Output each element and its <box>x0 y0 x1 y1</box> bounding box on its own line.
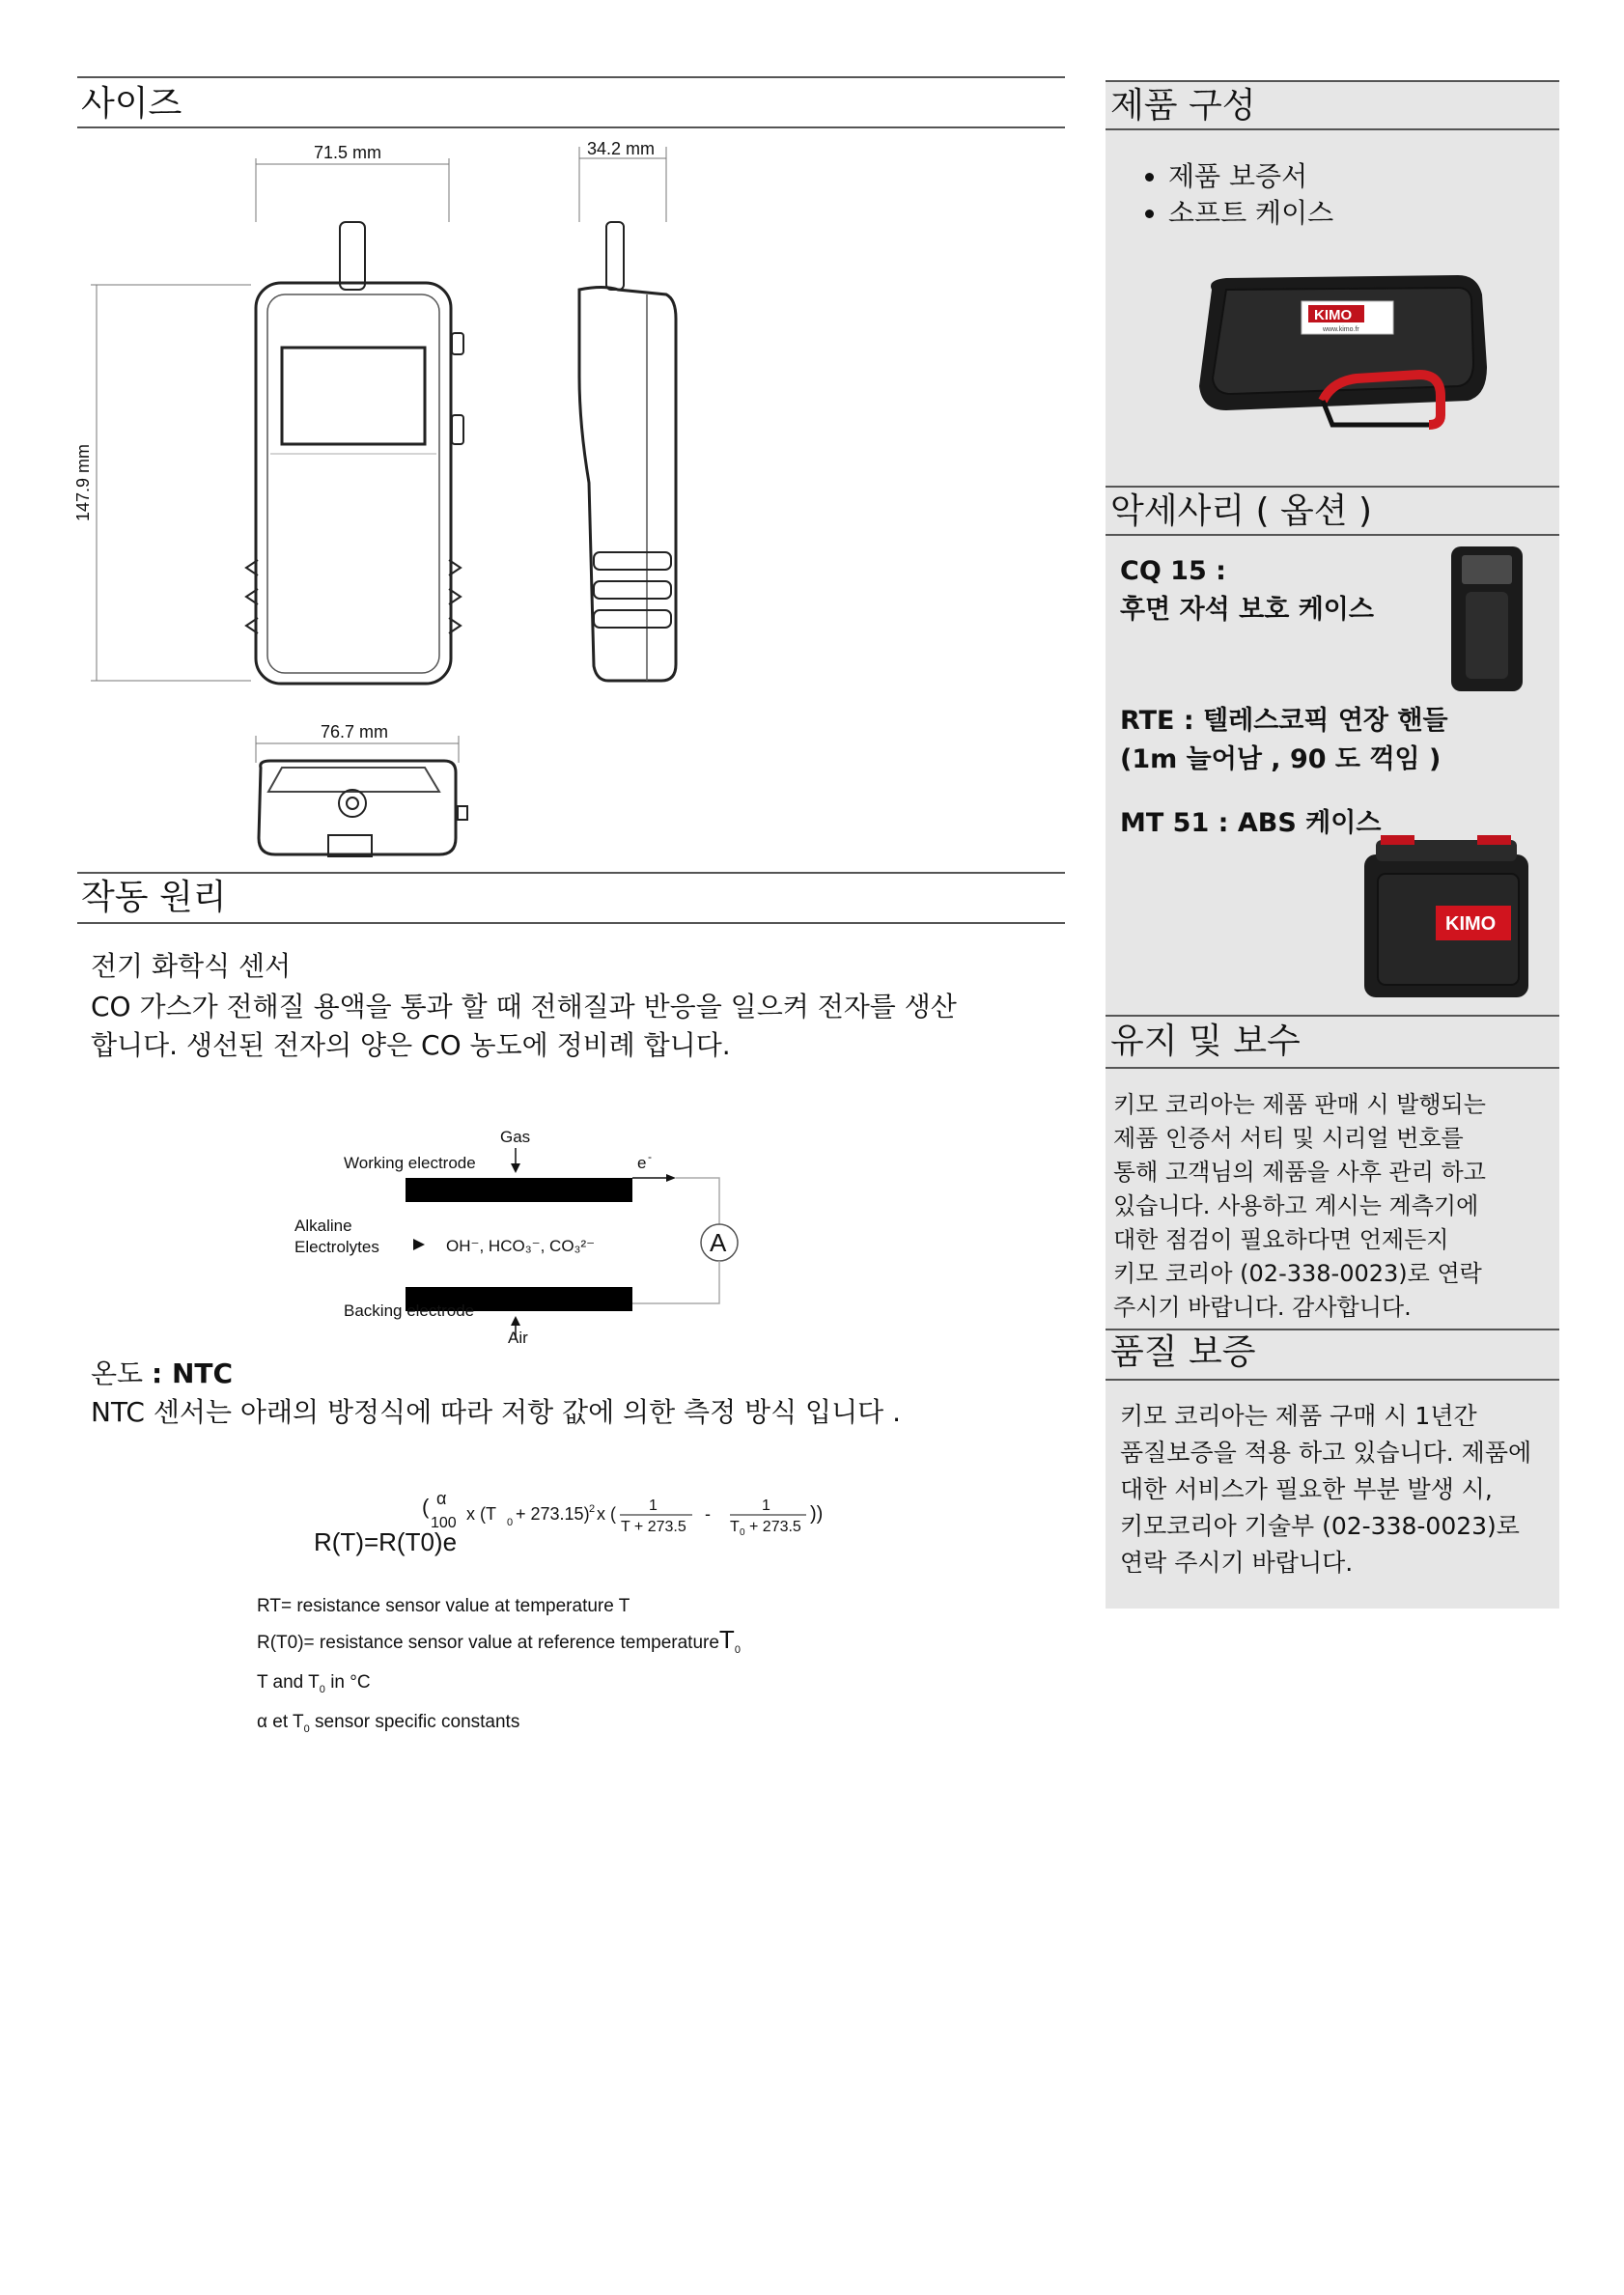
dim-bottom-label: 76.7 mm <box>321 722 389 742</box>
components-list <box>1139 158 1333 232</box>
principle-title: 작동 원리 <box>81 878 227 917</box>
components-title: 제품 구성 <box>1110 86 1256 126</box>
maintenance-top-rule <box>1106 1015 1559 1017</box>
svg-text:T: T <box>730 1519 740 1535</box>
svg-text:α: α <box>436 1489 447 1508</box>
soft-case-image <box>1188 270 1497 444</box>
components-top-rule <box>1106 80 1559 82</box>
size-title: 사이즈 <box>81 84 182 124</box>
svg-text:-: - <box>705 1504 711 1524</box>
component-item-soft-case: • 소프트 케이스 <box>1168 195 1333 232</box>
principle-desc-2: 합니다. 생선된 전자의 양은 CO 농도에 정비례 합니다. <box>91 1029 731 1061</box>
diagram-alkaline-2: Electrolytes <box>294 1238 379 1256</box>
maintenance-text: 키모 코리아는 제품 판매 시 발행되는 제품 인증서 서티 및 시리얼 번호를 통해 고객님의 제품을 사후 관리 하고 있습니다. 사용하고 계시는 계측기에 대한 점검이 필요하다면 언제든지 키모 코리아 (02-338-0023)로 연락 주시기 바랍니다. 감사합니다. <box>1113 1091 1486 1321</box>
legend-rt: RT= resistance sensor value at temperature T <box>257 1596 630 1616</box>
svg-text:T + 273.5: T + 273.5 <box>621 1519 686 1535</box>
component-item-warranty: • 제품 보증서 <box>1168 158 1333 195</box>
dim-height-label: 147.9 mm <box>73 443 93 521</box>
temp-label: 온도 <box>91 1357 144 1389</box>
device-antenna <box>340 222 365 290</box>
device-side-antenna <box>606 222 624 290</box>
maintenance-title: 유지 및 보수 <box>1110 1022 1301 1061</box>
mt51-brand: KIMO <box>1445 913 1497 935</box>
soft-case-brand: KIMO <box>1314 307 1353 323</box>
warranty-title: 품질 보증 <box>1110 1332 1256 1372</box>
size-bottom-rule <box>77 126 1065 128</box>
warranty-bottom-rule <box>1106 1379 1559 1381</box>
svg-text:)): )) <box>810 1503 824 1525</box>
ntc-formula <box>309 1485 850 1562</box>
device-dimension-drawing <box>68 135 695 879</box>
formula-lhs: R(T)=R(T0)e <box>314 1527 458 1556</box>
svg-text:+ 273.15): + 273.15) <box>516 1504 590 1524</box>
svg-text:1: 1 <box>649 1497 658 1514</box>
principle-desc-1: CO 가스가 전해질 용액을 통과 할 때 전해질과 반응을 일으켜 전자를 생산 <box>91 991 957 1022</box>
diagram-air: Air <box>508 1329 528 1347</box>
cq15-desc: 후면 자석 보호 케이스 <box>1120 595 1374 625</box>
svg-text:www.kimo.fr: www.kimo.fr <box>1323 326 1359 333</box>
warranty-top-rule <box>1106 1329 1559 1330</box>
svg-text:+ 273.5: + 273.5 <box>749 1519 801 1535</box>
diagram-working-electrode: Working electrode <box>344 1154 476 1172</box>
diagram-backing-electrode: Backing electrode <box>344 1301 475 1320</box>
warranty-text: 키모 코리아는 제품 구매 시 1년간 품질보증을 적용 하고 있습니다. 제품에 대한 서비스가 필요한 부분 발생 시, 키모코리아 기술부 (02-338-0023)로 연락 주시기 바랍니다. <box>1120 1402 1532 1577</box>
electrochemical-diagram <box>290 1125 743 1347</box>
diagram-alkaline-1: Alkaline <box>294 1217 352 1235</box>
principle-top-rule <box>77 872 1065 874</box>
diagram-electron: e <box>637 1154 647 1172</box>
temp-line <box>91 1355 233 1393</box>
maintenance-bottom-rule <box>1106 1067 1559 1069</box>
svg-text:0: 0 <box>740 1527 745 1538</box>
accessories-title: 악세사리 ( 옵션 ) <box>1110 491 1373 531</box>
legend-rt0: R(T0)= resistance sensor value at reference temperatureT$_0$ <box>257 1625 741 1656</box>
diagram-ions: OH⁻, HCO₃⁻, CO₃²⁻ <box>446 1237 596 1255</box>
legend-constants: α et $T_0$ sensor specific constants <box>257 1711 520 1735</box>
working-electrode-bar <box>406 1178 632 1202</box>
principle-bottom-rule <box>77 922 1065 924</box>
cq15-case-image <box>1448 544 1526 696</box>
svg-text:(: ( <box>422 1495 430 1519</box>
ntc-desc: NTC 센서는 아래의 방정식에 따라 저항 값에 의한 측정 방식 입니다 . <box>91 1396 901 1428</box>
device-screen <box>282 348 425 444</box>
cq15-code: CQ 15 : <box>1120 556 1226 586</box>
svg-text:100: 100 <box>431 1515 457 1531</box>
size-top-rule <box>77 76 1065 78</box>
svg-text:0: 0 <box>507 1517 514 1528</box>
svg-text:x (: x ( <box>597 1504 616 1524</box>
diagram-gas: Gas <box>500 1128 531 1146</box>
sensor-type: 전기 화학식 센서 <box>91 950 292 982</box>
mt51-label: MT 51 : ABS 케이스 <box>1120 808 1382 838</box>
legend-units: T and $T_0$ in °C <box>257 1671 371 1695</box>
dim-width-label: 71.5 mm <box>314 143 382 162</box>
svg-text:2: 2 <box>589 1503 596 1515</box>
accessories-top-rule <box>1106 486 1559 488</box>
svg-text:x (T: x (T <box>466 1504 496 1524</box>
temp-value: : NTC <box>152 1357 234 1389</box>
rte-line-2: (1m 늘어남 , 90 도 꺽임 ) <box>1120 744 1442 774</box>
svg-text:1: 1 <box>762 1497 770 1514</box>
svg-text:-: - <box>648 1150 652 1163</box>
ammeter-label: A <box>710 1228 727 1257</box>
dim-depth-label: 34.2 mm <box>587 139 656 158</box>
accessories-bottom-rule <box>1106 534 1559 536</box>
components-bottom-rule <box>1106 128 1559 130</box>
formula-legend <box>257 1590 741 1745</box>
rte-line-1: RTE : 텔레스코픽 연장 핸들 <box>1120 706 1448 736</box>
device-front-body <box>256 283 451 684</box>
mt51-case-image <box>1357 830 1535 1002</box>
